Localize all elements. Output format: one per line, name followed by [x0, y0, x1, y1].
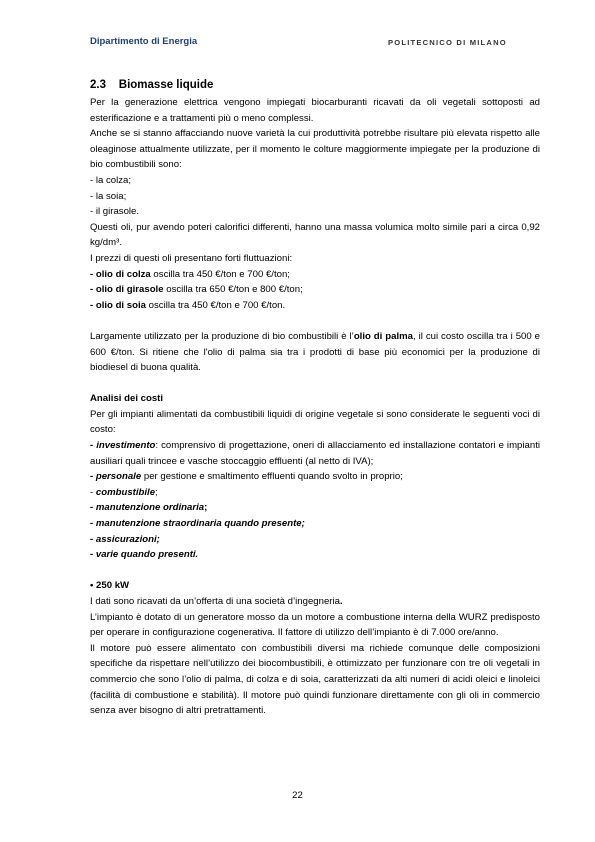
cost-item-manutenzione-ordinaria: [90, 500, 540, 516]
cost-suffix: ;: [155, 486, 158, 498]
cost-description: : comprensivo di progettazione, oneri di allacciamento ed installazione contatori e impianti ausiliari quali trincee e vasche stoccaggio effluenti (al netto di IVA);: [90, 440, 540, 467]
cost-prefix: -: [90, 486, 96, 498]
cost-item-varie: - varie quando presenti.: [90, 549, 199, 561]
costs-intro: Per gli impianti alimentati da combustibili liquidi di origine vegetale si sono considerate le seguenti voci di costo:: [90, 408, 540, 436]
cost-item-assicurazioni: - assicurazioni;: [90, 533, 160, 545]
price-item-girasole: [90, 282, 540, 298]
cost-item-combustibile: [90, 485, 540, 501]
price-name: - olio di colza: [90, 268, 151, 280]
intro-paragraph-4: I prezzi di questi oli presentano forti fluttuazioni:: [90, 252, 293, 264]
spacer: [90, 376, 540, 392]
palm-text-after: , il cui costo oscilla tra i 500 e 600 €/ton. Si ritiene che l'olio di palma sia tra i prodotti di base più economici per la produzione di biodiesel di buona qualità.: [90, 330, 541, 374]
page-number: 22: [292, 790, 303, 801]
cost-item-investimento: [90, 438, 540, 469]
intro-paragraph-2: Anche se si stanno affacciando nuove varietà la cui produttività potrebbe risultare più elevata rispetto alle oleaginose attualmente utilizzate, per il momento le colture maggiormente impiegate per la produzione di bio combustibili sono:: [90, 128, 540, 171]
section-number: 2.3: [90, 79, 106, 91]
cost-label: - investimento: [90, 440, 156, 452]
cost-description: per gestione e smaltimento effluenti quando svolto in proprio;: [141, 471, 403, 483]
header-department: Dipartimento di Energia: [90, 36, 198, 47]
palm-text-before: Largamente utilizzato per la produzione di bio combustibili è l’: [90, 330, 354, 342]
plant-source-end: .: [339, 596, 343, 607]
cost-suffix: ;: [204, 502, 208, 514]
section-title: Biomasse liquide: [118, 79, 214, 91]
intro-paragraph-1: Per la generazione elettrica vengono impiegati biocarburanti ricavati da oli vegetali sottoposti ad esterificazione e a trattamenti più o meno complessi.: [90, 97, 540, 124]
price-name: - olio di soia: [90, 299, 146, 311]
price-range: oscilla tra 450 €/ton e 700 €/ton;: [150, 268, 290, 280]
header-institution: POLITECNICO DI MILANO: [388, 38, 507, 47]
cost-item-personale: [90, 469, 540, 485]
intro-paragraph-3: Questi oli, pur avendo poteri calorifici differenti, hanno una massa volumica molto simile pari a circa 0,92 kg/dm³.: [90, 221, 540, 249]
price-range: oscilla tra 650 €/ton e 800 €/ton;: [163, 284, 303, 296]
price-item-soia: [90, 298, 540, 314]
crop-item-soia: - la soia;: [90, 190, 127, 202]
price-name: - olio di girasole: [90, 284, 164, 296]
crop-item-girasole: - il girasole.: [90, 206, 140, 218]
cost-label: - personale: [90, 471, 142, 483]
plant-paragraph-2: L’impianto è dotato di un generatore mosso da un motore a combustione interna della WURZ predisposto per operare in configurazione cogenerativa. Il fattore di utilizzo dell’impianto è di 7.000 ore/anno.: [90, 611, 540, 639]
page-content: [90, 77, 540, 719]
cost-item-manutenzione-straordinaria: - manutenzione straordinaria quando presente;: [90, 518, 305, 530]
crop-item-colza: - la colza;: [90, 174, 132, 186]
costs-heading: Analisi dei costi: [90, 393, 164, 405]
spacer: [90, 563, 540, 579]
section-heading: [90, 77, 540, 93]
plant-source-text: I dati sono ricavati da un’offerta di una società d’ingegneria: [90, 596, 340, 607]
spacer: [90, 313, 540, 329]
palm-oil-paragraph: [90, 329, 540, 376]
price-range: oscilla tra 450 €/ton e 700 €/ton.: [145, 299, 286, 311]
price-item-colza: [90, 267, 540, 283]
cost-label: - manutenzione ordinaria: [90, 502, 205, 514]
palm-oil-emphasis: olio di palma: [353, 330, 414, 342]
plant-heading: • 250 kW: [90, 580, 130, 592]
cost-label: combustibile: [95, 486, 156, 498]
plant-paragraph-3: Il motore può essere alimentato con combustibili diversi ma richiede comunque delle composizioni specifiche da rispettare nell’utilizzo dei biocombustibili, è ottimizzato per funzionare con tre oli vegetali in commercio che sono l’olio di palma, di colza e di soia, caratterizzati da alti numeri di acidi oleici e linoleici (facilità di combustione e stabilità). Il motore può quindi funzionare direttamente con gli oli in commercio senza aver bisogno di altri pretrattamenti.: [90, 642, 540, 717]
plant-paragraph-1: [90, 594, 540, 610]
